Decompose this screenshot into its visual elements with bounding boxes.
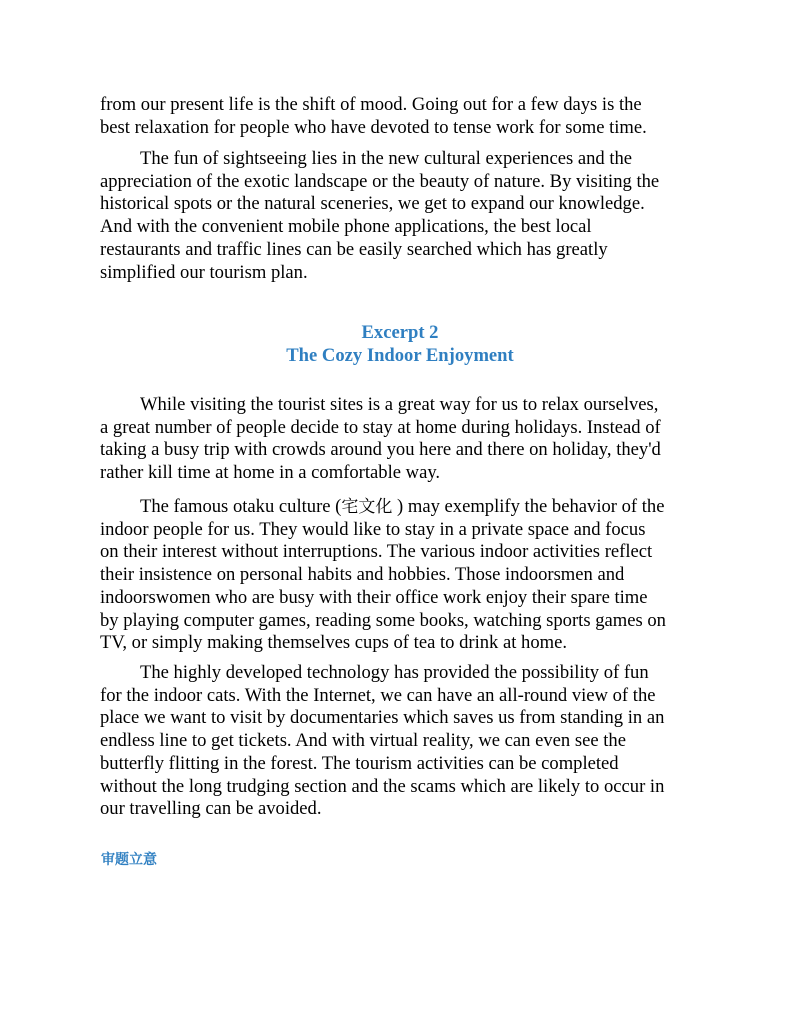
text-line: from our present life is the shift of mood. Going out for a few days is the: [100, 94, 642, 115]
text-line: The highly developed technology has provided the possibility of fun: [140, 662, 649, 683]
text-line: rather kill time at home in a comfortable way.: [100, 462, 441, 484]
text-line: And with the convenient mobile phone applications, the best local: [100, 216, 592, 238]
text-line: a great number of people decide to stay at home during holidays. Instead of: [100, 416, 661, 438]
text-line: their insistence on personal habits and hobbies. Those indoorsmen and: [100, 564, 625, 586]
text-line: place we want to visit by documentaries which saves us from standing in an: [100, 707, 665, 729]
text-line: without the long trudging section and the scams which are likely to occur in: [100, 775, 665, 797]
text-line: indoorswomen who are busy with their office work enjoy their spare time: [100, 586, 648, 608]
text-line: [100, 496, 704, 519]
text-segment: ) may exemplify the behavior of the: [392, 496, 665, 517]
text-line: for the indoor cats. With the Internet, we can have an all-round view of the: [100, 684, 656, 706]
text-line: simplified our tourism plan.: [100, 261, 308, 283]
paragraph-technology: [100, 662, 704, 821]
text-line: historical spots or the natural sceneries, we get to expand our knowledge.: [100, 193, 645, 215]
excerpt-label: Excerpt 2: [361, 322, 439, 343]
text-line: taking a busy trip with crowds around you here and there on holiday, they'd: [100, 439, 661, 461]
paragraph-continued: [100, 94, 704, 139]
text-line: restaurants and traffic lines can be easily searched which has greatly: [100, 238, 608, 260]
text-line: best relaxation for people who have devoted to tense work for some time.: [100, 116, 647, 138]
paragraph-otaku: [100, 496, 704, 655]
paragraph-sightseeing: [100, 148, 704, 284]
section-label: 审题立意: [101, 852, 157, 868]
cjk-term: 宅文化: [341, 497, 393, 517]
paragraph-tourist-sites: [100, 394, 704, 485]
excerpt-title: The Cozy Indoor Enjoyment: [286, 345, 514, 366]
text-segment: The famous otaku culture (: [140, 496, 342, 517]
text-line: The fun of sightseeing lies in the new cultural experiences and the: [140, 148, 633, 169]
text-line: endless line to get tickets. And with virtual reality, we can even see the: [100, 730, 626, 752]
text-line: by playing computer games, reading some books, watching sports games on: [100, 609, 666, 631]
text-line: our travelling can be avoided.: [100, 798, 322, 820]
text-line: TV, or simply making themselves cups of tea to drink at home.: [100, 632, 568, 654]
text-line: While visiting the tourist sites is a great way for us to relax ourselves,: [140, 394, 659, 415]
text-line: indoor people for us. They would like to stay in a private space and focus: [100, 518, 646, 540]
text-line: appreciation of the exotic landscape or the beauty of nature. By visiting the: [100, 170, 660, 192]
text-line: butterfly flitting in the forest. The tourism activities can be completed: [100, 752, 619, 774]
text-line: on their interest without interruptions. The various indoor activities reflect: [100, 541, 653, 563]
